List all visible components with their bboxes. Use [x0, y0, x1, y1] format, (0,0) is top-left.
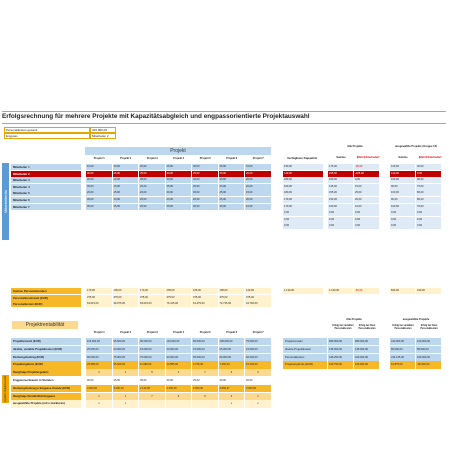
rentab-cell: 4: [219, 393, 245, 400]
rentab-cell: 3.000,00: [113, 385, 139, 392]
rentab-row-label: Rangfolge Projektergebnis: [11, 369, 81, 376]
rentab-row-label: ausgewählte Projekte (mit x markieren): [11, 400, 81, 407]
summary-cell: 135.000,00: [354, 346, 379, 353]
rentab-cell[interactable]: 75.000,00: [113, 354, 139, 361]
capacity-s2-cell: 0,00: [390, 223, 415, 229]
sum-row-cell: 105,00: [113, 288, 139, 294]
rentab-cell: 2.142,86: [139, 385, 165, 392]
summary-row-label: Personalkosten: [283, 354, 327, 361]
summary-subheader-1: Erfolg bei variablen Personalkosten: [332, 325, 354, 330]
rentab-cell: 25,00: [113, 377, 139, 384]
capacity-d1-cell: 25,00: [354, 190, 379, 196]
alle-projekte-header: Alle Projekte: [347, 145, 363, 148]
employee-hours-cell[interactable]: 15,00: [113, 204, 139, 210]
capacity-d1-cell: 0,00: [354, 223, 379, 229]
rentab-cell[interactable]: 20.000,00: [166, 346, 192, 353]
capacity-s1-cell: 145,00: [328, 184, 353, 190]
capacity-cell[interactable]: 170,00: [283, 197, 323, 203]
rentab-cell[interactable]: 95.000,00: [113, 338, 139, 345]
sum-row-cell: 120,00: [245, 288, 271, 294]
rentab-cell: 1: [113, 369, 139, 376]
rentab-cell[interactable]: 20.000,00: [113, 346, 139, 353]
title-rule-top: [2, 111, 446, 112]
capacity-d2-cell: 80,00: [416, 197, 441, 203]
capacity-cell[interactable]: 180,00: [283, 190, 323, 196]
employee-hours-cell[interactable]: 20,00: [192, 184, 218, 190]
summary-cell: 135.000,00: [328, 346, 353, 353]
capacity-cell[interactable]: 0,00: [283, 210, 323, 216]
capacity-d2-cell: 70,00: [416, 184, 441, 190]
rentab-cell[interactable]: 90.000,00: [139, 338, 165, 345]
employee-hours-cell[interactable]: 30,00: [192, 164, 218, 170]
sum-row-label: Summe Personalstunden: [11, 288, 81, 294]
capacity-s1-cell: 0,00: [328, 223, 353, 229]
rentab-cell: 3.000,00: [86, 385, 112, 392]
rentab-cell[interactable]: 75.000,00: [139, 354, 165, 361]
rentab-row-label: Projektumsatz (EUR): [11, 338, 81, 345]
summary-cell: 125.000,00: [354, 361, 379, 368]
employee-hours-cell[interactable]: 15,00: [113, 190, 139, 196]
sum-row-cell: 76.415,00: [166, 301, 192, 307]
sum-row-cell: 170,00: [139, 288, 165, 294]
sum-row-cell: 205,00: [166, 288, 192, 294]
capacity-s2-cell: 100,00: [390, 204, 415, 210]
project-header-1: Projekt 1: [93, 157, 105, 160]
employee-hours-cell[interactable]: 30,00: [219, 171, 245, 177]
rentab-cell: 6: [166, 393, 192, 400]
summary-cell: -95.000,00: [416, 361, 441, 368]
rentab-project-header-2: Projekt 2: [120, 331, 132, 334]
employee-hours-cell[interactable]: 15,00: [245, 164, 271, 170]
rentab-cell[interactable]: 15.000,00: [192, 346, 218, 353]
capacity-s1-cell: 150,00: [328, 197, 353, 203]
employee-hours-cell[interactable]: 30,00: [86, 197, 112, 203]
employee-hours-cell[interactable]: 30,00: [166, 190, 192, 196]
employee-hours-cell[interactable]: 20,00: [192, 204, 218, 210]
capacity-s2-cell: 90,00: [390, 184, 415, 190]
param-personalkosten-label: Personalkosten gesamt: [4, 127, 90, 133]
employee-hours-cell[interactable]: 40,00: [166, 171, 192, 177]
employee-hours-cell[interactable]: 10,00: [86, 164, 112, 170]
rentab-project-header-4: Projekt 4: [173, 331, 185, 334]
employee-hours-cell[interactable]: 20,00: [139, 184, 165, 190]
sum-row-cell: 63.015,00: [86, 301, 112, 307]
capacity-s2-cell: 0,00: [390, 217, 415, 223]
capacity-d2-cell: 0,00: [416, 210, 441, 216]
rentab-cell[interactable]: 15.000,00: [139, 346, 165, 353]
sidebar-mitarbeiter-label: Mitarbeiter/in: [3, 189, 8, 214]
rentab-cell: 2: [86, 369, 112, 376]
ausgewaehlte-projekte-header: ausgewählte Projekte (Gruppe 12): [395, 145, 437, 148]
employee-hours-cell[interactable]: 15,00: [245, 190, 271, 196]
rentab-cell[interactable]: x: [245, 400, 271, 407]
rentab-row-label: Engpassverbrauch in Stunden: [11, 377, 81, 384]
summary-header-alle: Alle Projekte: [346, 318, 362, 321]
sum-row-cell: 61.275,00: [192, 301, 218, 307]
sum-row-cell: 170,00: [86, 288, 112, 294]
rentab-project-header-7: Projekt 7: [252, 331, 264, 334]
project-header-6: Projekt 6: [226, 157, 238, 160]
rentab-cell[interactable]: 80.000,00: [219, 354, 245, 361]
capacity-d2-cell: 70,00: [416, 204, 441, 210]
project-header-5: Projekt 5: [199, 157, 211, 160]
project-header-2: Projekt 2: [120, 157, 132, 160]
sub-header-summe-1: Summe: [336, 156, 346, 159]
capacity-d1-cell: 0,00: [354, 217, 379, 223]
capacity-cell[interactable]: 0,00: [283, 217, 323, 223]
rentab-project-header-5: Projekt 5: [199, 331, 211, 334]
employee-label: Mitarbeiter 7: [11, 204, 81, 210]
rentab-cell: 2.250,00: [166, 385, 192, 392]
rentab-cell: 1: [86, 393, 112, 400]
project-banner: Projekt: [85, 147, 271, 155]
sum-row-cell: 375,00: [245, 295, 271, 301]
rentab-project-header-1: Projekt 1: [93, 331, 105, 334]
rentab-row-label: Rangfolge Rentabilität Engpass: [11, 393, 81, 400]
capacity-cell[interactable]: 120,00: [283, 171, 323, 177]
employee-hours-cell[interactable]: 20,00: [245, 171, 271, 177]
capacity-s2-cell: 100,00: [390, 177, 415, 183]
capacity-s2-cell: 0,00: [390, 210, 415, 216]
capacity-cell[interactable]: 160,00: [283, 184, 323, 190]
rentab-cell[interactable]: 65.000,00: [192, 354, 218, 361]
sum-row-cell: 375,00: [219, 295, 245, 301]
employee-hours-cell[interactable]: 10,00: [113, 184, 139, 190]
rentab-cell: 3: [245, 369, 271, 376]
sum-capacity-s2-cell: 820,00: [390, 288, 415, 294]
summary-cell: 420.000,00: [354, 354, 379, 361]
rentab-project-header-6: Projekt 6: [226, 331, 238, 334]
employee-hours-cell[interactable]: 20,00: [86, 190, 112, 196]
sidebar-ergebnis: [2, 375, 9, 403]
sum-row-cell: 195,00: [219, 288, 245, 294]
employee-hours-cell[interactable]: 25,00: [113, 171, 139, 177]
rentab-cell[interactable]: 80.000,00: [192, 338, 218, 345]
title-rule-bottom: [2, 123, 446, 124]
capacity-d1-cell: 15,00: [354, 184, 379, 190]
param-engpass-label: Engpass: [4, 133, 90, 139]
employee-hours-cell[interactable]: 20,00: [113, 177, 139, 183]
employee-hours-cell[interactable]: 20,00: [245, 197, 271, 203]
summary-cell: 109.750,00: [328, 361, 353, 368]
employee-hours-cell[interactable]: 20,00: [86, 177, 112, 183]
sum-capacity-d2-cell: 310,00: [416, 288, 441, 294]
employee-label: Mitarbeiter 1: [11, 164, 81, 170]
summary-header-ausgewaehlt: ausgewählte Projekte: [402, 318, 430, 321]
rentab-cell[interactable]: 15.000,00: [245, 346, 271, 353]
rentab-cell: 7: [139, 393, 165, 400]
employee-hours-cell[interactable]: 20,00: [245, 177, 271, 183]
rentab-cell: 3.000,00: [245, 385, 271, 392]
rentab-cell[interactable]: 60.000,00: [245, 354, 271, 361]
rentab-cell[interactable]: [139, 400, 165, 407]
summary-cell: 446.250,00: [328, 354, 353, 361]
rentab-cell: 2.600,00: [192, 385, 218, 392]
rentab-cell: 15.240,00: [245, 361, 271, 368]
capacity-s1-cell: 155,00: [328, 190, 353, 196]
capacity-d1-cell: 0,00: [354, 210, 379, 216]
sum-row-cell: 375,00: [139, 295, 165, 301]
summary-cell: 680.000,00: [354, 338, 379, 345]
sum-row-label: Personalkosten (EUR): [11, 301, 81, 307]
rentab-row-label: direkte, variable Projektkosten (EUR): [11, 346, 81, 353]
rentab-banner: Projektrentabilität: [12, 321, 78, 329]
rentab-cell[interactable]: 75.000,00: [245, 338, 271, 345]
capacity-s1-cell: 175,00: [328, 164, 353, 170]
capacity-s2-cell: 90,00: [390, 197, 415, 203]
capacity-s1-cell: 180,00: [328, 177, 353, 183]
employee-hours-cell[interactable]: 20,00: [192, 177, 218, 183]
rentab-cell[interactable]: [166, 400, 192, 407]
employee-hours-cell[interactable]: 20,00: [139, 204, 165, 210]
employee-hours-cell[interactable]: 20,00: [166, 197, 192, 203]
employee-hours-cell[interactable]: 25,00: [219, 164, 245, 170]
rentab-cell[interactable]: x: [219, 400, 245, 407]
rentab-cell: 3.725,00: [192, 361, 218, 368]
rentab-cell[interactable]: [192, 400, 218, 407]
sum-row-cell: 39.075,00: [113, 301, 139, 307]
capacity-d2-cell: 80,00: [416, 177, 441, 183]
rentab-cell: 25,00: [192, 377, 218, 384]
rentab-cell: 26.985,00: [86, 361, 112, 368]
employee-hours-cell[interactable]: 25,00: [139, 197, 165, 203]
employee-hours-cell[interactable]: 25,00: [219, 190, 245, 196]
capacity-d1-cell: -25,00: [354, 164, 379, 170]
param-personalkosten-value[interactable]: 420.000,00: [90, 127, 116, 133]
employee-hours-cell[interactable]: 10,00: [245, 204, 271, 210]
summary-row-label: Projektumsatz: [283, 338, 327, 345]
summary-cell: 410.000,00: [390, 338, 415, 345]
capacity-d1-cell: -105,00: [354, 171, 379, 177]
employee-hours-cell[interactable]: 30,00: [192, 190, 218, 196]
employee-hours-cell[interactable]: 30,00: [86, 204, 112, 210]
sum-capacity-d1-cell: -60,00: [354, 288, 379, 294]
rentab-cell[interactable]: x: [86, 400, 112, 407]
capacity-d1-cell: 10,00: [354, 204, 379, 210]
capacity-s1-cell: 0,00: [328, 210, 353, 216]
rentab-cell: 11.985,00: [139, 361, 165, 368]
capacity-s2-cell: 100,00: [390, 190, 415, 196]
employee-hours-cell[interactable]: 20,00: [139, 190, 165, 196]
rentab-cell: 13.585,00: [166, 361, 192, 368]
param-engpass-value[interactable]: Mitarbeiter 2: [90, 133, 116, 139]
summary-row-label: direkte Projektkosten: [283, 346, 327, 353]
summary-subheader-3: Erfolg bei variablen Personalkosten: [392, 325, 414, 330]
project-header-3: Projekt 3: [146, 157, 158, 160]
sum-row-cell: 72.735,00: [219, 301, 245, 307]
capacity-cell[interactable]: 170,00: [283, 204, 323, 210]
employee-hours-cell[interactable]: 25,00: [166, 204, 192, 210]
sub-header-summe-2: Summe: [398, 156, 408, 159]
rentab-cell: 35.925,00: [113, 361, 139, 368]
capacity-d2-cell: 30,00: [416, 164, 441, 170]
employee-hours-cell[interactable]: 30,00: [219, 177, 245, 183]
rentab-row-label: Deckungsbeitrag (EUR): [11, 354, 81, 361]
summary-subheader-4: Erfolg bei fixen Personalkosten: [420, 325, 438, 330]
rentab-cell[interactable]: 90.000,00: [166, 354, 192, 361]
rentab-cell[interactable]: 105.000,00: [219, 338, 245, 345]
employee-hours-cell[interactable]: 30,00: [86, 171, 112, 177]
rentab-cell: 1: [113, 393, 139, 400]
sum-row-cell: 63.015,00: [139, 301, 165, 307]
capacity-cell[interactable]: 150,00: [283, 164, 323, 170]
rentab-cell[interactable]: 110.000,00: [166, 338, 192, 345]
rentab-project-header-3: Projekt 3: [146, 331, 158, 334]
capacity-d1-cell: 0,00: [354, 177, 379, 183]
summary-cell: 420.000,00: [416, 354, 441, 361]
employee-hours-cell[interactable]: 25,00: [192, 171, 218, 177]
rentab-row-label: Deckungsbeitrag je Engpass-Stunde (EUR): [11, 385, 81, 392]
capacity-header: Verfügbare Kapazität: [287, 156, 317, 160]
employee-label: Mitarbeiter 3: [11, 177, 81, 183]
sidebar-mitarbeiter: [2, 163, 9, 240]
rentab-cell: 30,00: [86, 377, 112, 384]
employee-label: Mitarbeiter 6: [11, 197, 81, 203]
project-header-7: Projekt 7: [252, 157, 264, 160]
sum-row-label: Personalkostensatz (EUR): [11, 295, 81, 301]
capacity-cell[interactable]: 180,00: [283, 177, 323, 183]
capacity-cell[interactable]: 0,00: [283, 223, 323, 229]
summary-subheader-2: Erfolg bei fixen Personalkosten: [358, 325, 376, 330]
employee-hours-cell[interactable]: 20,00: [245, 184, 271, 190]
employee-hours-cell[interactable]: 30,00: [86, 184, 112, 190]
employee-label: Mitarbeiter 4: [11, 184, 81, 190]
rentab-cell[interactable]: 25.000,00: [86, 346, 112, 353]
rentab-row-label: Projektergebnis (EUR): [11, 361, 81, 368]
summary-cell: 10.875,00: [390, 361, 415, 368]
capacity-d2-cell: 0,00: [416, 223, 441, 229]
project-header-4: Projekt 4: [173, 157, 185, 160]
rentab-cell: 30,00: [219, 377, 245, 384]
employee-hours-cell[interactable]: 20,00: [219, 184, 245, 190]
employee-hours-cell[interactable]: 35,00: [139, 171, 165, 177]
employee-hours-cell[interactable]: 20,00: [192, 197, 218, 203]
rentab-cell: 20,00: [245, 377, 271, 384]
rentab-cell: 5: [192, 393, 218, 400]
sheet-title: Erfolgsrechnung für mehrere Projekte mit Kapazitätsabgleich und engpassorientierte Projektauswahl: [2, 113, 310, 120]
capacity-d2-cell: 80,00: [416, 190, 441, 196]
rentab-cell: 6: [219, 369, 245, 376]
employee-hours-cell[interactable]: 25,00: [219, 197, 245, 203]
sum-row-cell: 165,00: [192, 288, 218, 294]
capacity-d2-cell: 0,00: [416, 171, 441, 177]
rentab-cell[interactable]: 115.000,00: [86, 338, 112, 345]
capacity-s2-cell: 120,00: [390, 164, 415, 170]
rentab-cell: 35,00: [139, 377, 165, 384]
capacity-s2-cell: 120,00: [390, 171, 415, 177]
summary-cell: 314.125,00: [390, 354, 415, 361]
sub-header-bedarf-2: (Mehr)Unterbedarf: [418, 156, 442, 159]
employee-hours-cell[interactable]: 30,00: [139, 177, 165, 183]
sum-capacity-cell: 1.130,00: [283, 288, 323, 294]
sum-row-cell: 375,00: [166, 295, 192, 301]
rentab-cell: 4: [166, 369, 192, 376]
capacity-d2-cell: 0,00: [416, 217, 441, 223]
summary-cell: 410.000,00: [416, 338, 441, 345]
rentab-cell: 40,00: [166, 377, 192, 384]
employee-hours-cell[interactable]: 10,00: [113, 164, 139, 170]
employee-hours-cell[interactable]: 10,00: [113, 197, 139, 203]
rentab-cell: 1: [245, 393, 271, 400]
sum-row-cell: 44.760,00: [245, 301, 271, 307]
sum-row-cell: 375,00: [86, 295, 112, 301]
employee-hours-cell[interactable]: 25,00: [166, 164, 192, 170]
employee-label: Mitarbeiter 2: [11, 171, 81, 177]
sub-header-bedarf-1: (Mehr)Unterbedarf: [356, 156, 380, 159]
capacity-s1-cell: 160,00: [328, 204, 353, 210]
rentab-cell[interactable]: 90.000,00: [86, 354, 112, 361]
rentab-cell: 2.666,67: [219, 385, 245, 392]
employee-hours-cell[interactable]: 40,00: [219, 204, 245, 210]
rentab-cell[interactable]: x: [113, 400, 139, 407]
summary-cell: 680.000,00: [328, 338, 353, 345]
sum-capacity-s1-cell: 1.190,00: [328, 288, 353, 294]
rentab-cell: 7.265,00: [219, 361, 245, 368]
sidebar-ergebnis-label: Ergebnis Projektauswahl: [4, 375, 7, 403]
sum-row-cell: 375,00: [113, 295, 139, 301]
employee-label: Mitarbeiter 5: [11, 190, 81, 196]
capacity-d1-cell: 20,00: [354, 197, 379, 203]
summary-cell: 85.000,00: [390, 346, 415, 353]
rentab-cell[interactable]: 25.000,00: [219, 346, 245, 353]
employee-hours-cell[interactable]: 40,00: [166, 177, 192, 183]
sum-row-cell: 375,00: [192, 295, 218, 301]
summary-cell: 85.000,00: [416, 346, 441, 353]
rentab-cell: 7: [192, 369, 218, 376]
employee-hours-cell[interactable]: 20,00: [139, 164, 165, 170]
capacity-s1-cell: 225,00: [328, 171, 353, 177]
rentab-cell: 5: [139, 369, 165, 376]
summary-row-label: Projektergebnis (EUR): [283, 361, 327, 368]
employee-hours-cell[interactable]: 25,00: [166, 184, 192, 190]
capacity-s1-cell: 0,00: [328, 217, 353, 223]
